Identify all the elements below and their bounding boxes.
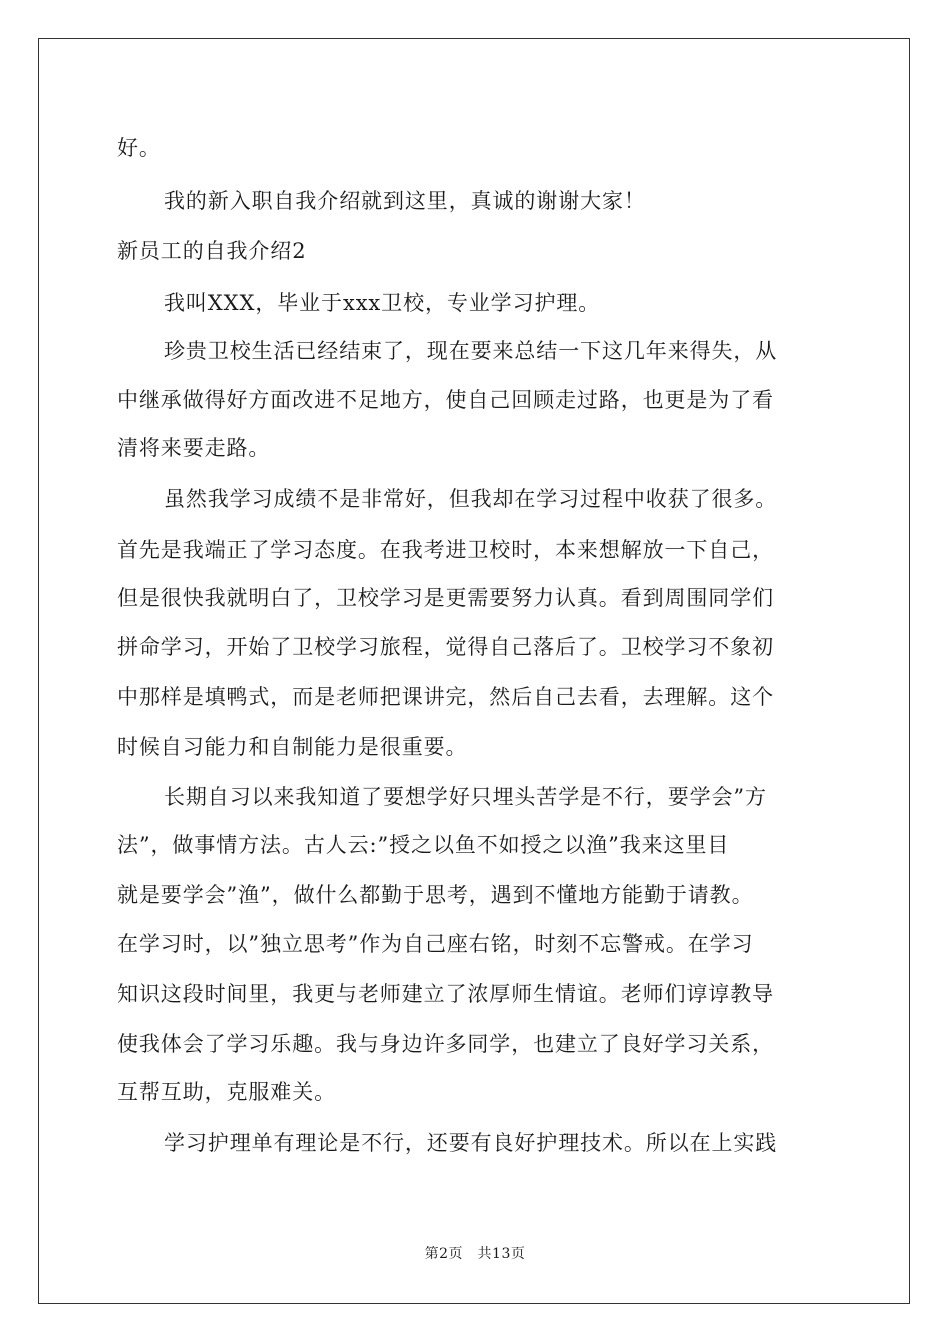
text-line: 法”，做事情方法。古人云:”授之以鱼不如授之以渔”我来这里目	[117, 833, 730, 857]
text-line: 虽然我学习成绩不是非常好，但我却在学习过程中收获了很多。	[164, 487, 778, 511]
page-border	[38, 38, 910, 1304]
text-line: 长期自习以来我知道了要想学好只埋头苦学是不行，要学会”方	[164, 785, 767, 809]
text-line: 知识这段时间里，我更与老师建立了浓厚师生情谊。老师们谆谆教导	[117, 982, 774, 1006]
text-line: 在学习时，以”独立思考”作为自己座右铭，时刻不忘警戒。在学习	[117, 932, 754, 956]
text-line: 使我体会了学习乐趣。我与身边许多同学，也建立了良好学习关系，	[117, 1032, 774, 1056]
section-heading: 新员工的自我介绍2	[117, 239, 307, 263]
text-line: 拼命学习，开始了卫校学习旅程，觉得自己落后了。卫校学习不象初	[117, 635, 774, 659]
page-footer: 第2页 共13页	[424, 1246, 526, 1262]
text-line: 但是很快我就明白了，卫校学习是更需要努力认真。看到周围同学们	[117, 586, 774, 610]
text-line: 时候自习能力和自制能力是很重要。	[117, 735, 468, 759]
text-line: 中那样是填鸭式，而是老师把课讲完，然后自己去看，去理解。这个	[117, 685, 774, 709]
text-line: 中继承做得好方面改进不足地方，使自己回顾走过路，也更是为了看	[117, 388, 774, 412]
text-line: 互帮互助，克服难关。	[117, 1080, 336, 1104]
text-line: 清将来要走路。	[117, 436, 271, 460]
text-line: 珍贵卫校生活已经结束了，现在要来总结一下这几年来得失，从	[164, 339, 778, 363]
text-line: 我的新入职自我介绍就到这里，真诚的谢谢大家！	[164, 189, 646, 213]
text-line: 就是要学会”渔”，做什么都勤于思考，遇到不懂地方能勤于请教。	[117, 883, 754, 907]
text-line: 我叫XXX，毕业于xxx卫校，专业学习护理。	[164, 291, 601, 315]
text-line: 首先是我端正了学习态度。在我考进卫校时，本来想解放一下自己，	[117, 538, 774, 562]
text-line: 好。	[117, 136, 161, 160]
text-line: 学习护理单有理论是不行，还要有良好护理技术。所以在上实践	[164, 1131, 778, 1155]
